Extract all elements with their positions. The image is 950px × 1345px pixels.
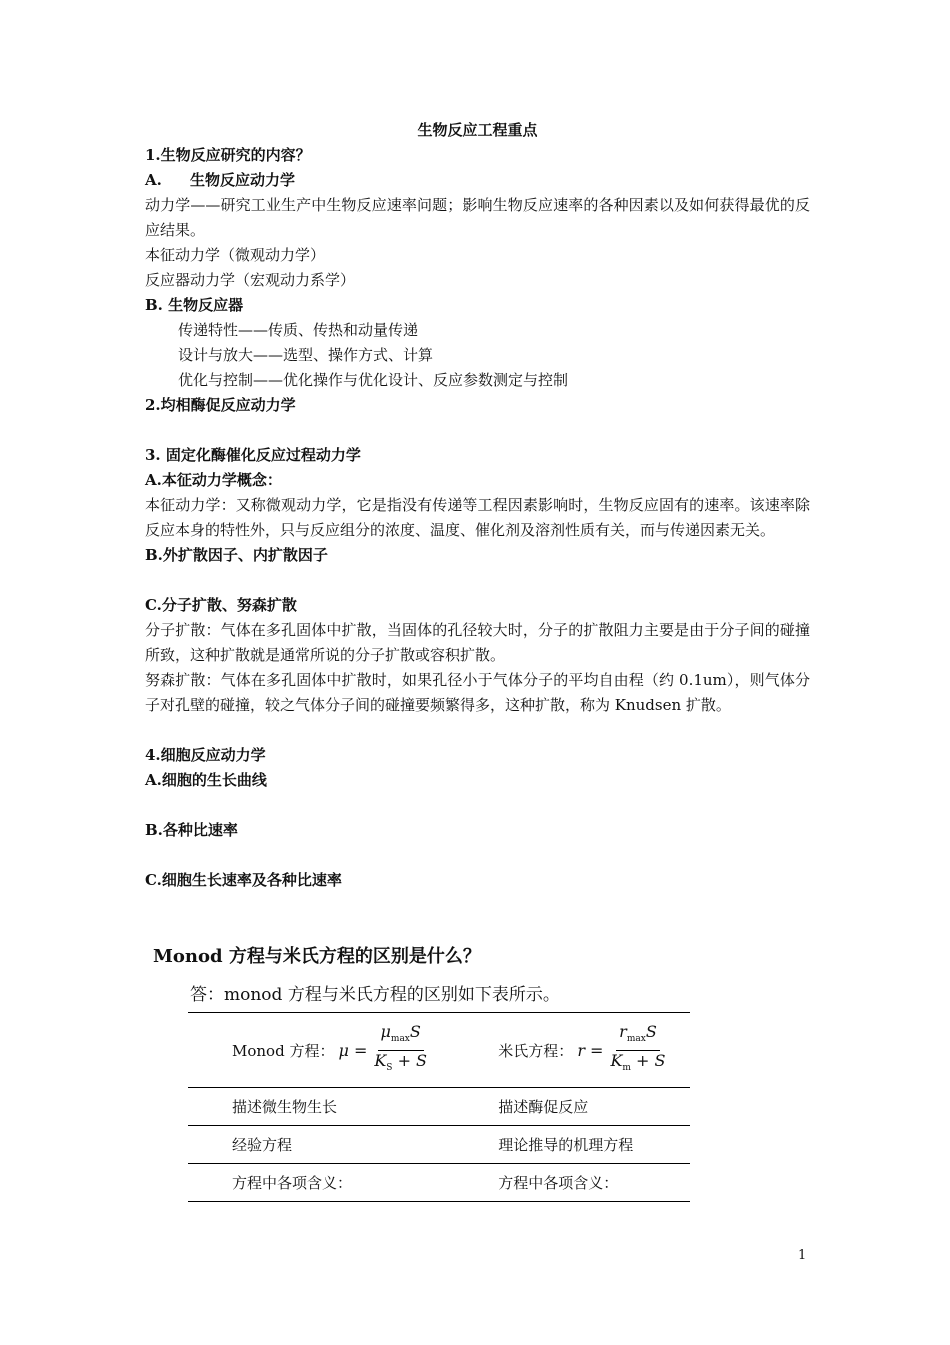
table-cell: 方程中各项含义： — [454, 1164, 690, 1202]
section-1b-item: 传递特性——传质、传热和动量传递 — [178, 321, 419, 339]
mm-equation-cell — [454, 1013, 690, 1088]
document-body — [145, 118, 810, 893]
answer-text: 答：monod 方程与米氏方程的区别如下表所示。 — [190, 985, 560, 1005]
table-cell: 经验方程 — [188, 1126, 454, 1164]
section-3a-heading: A.本征动力学概念： — [145, 471, 282, 489]
section-4b-heading: B.各种比速率 — [145, 821, 238, 839]
mm-fraction — [607, 1022, 668, 1077]
spacer — [145, 793, 810, 818]
section-3c-paragraph-2: 努森扩散：气体在多孔固体中扩散时，如果孔径小于气体分子的平均自由程（约 0.1um），则气体分子对孔壁的碰撞，较之气体分子间的碰撞要频繁得多，这种扩散，称为 Knudsen 扩散。 — [145, 671, 810, 714]
section-1a-label: A. — [145, 171, 162, 189]
table-cell: 描述微生物生长 — [188, 1088, 454, 1126]
section-1b-item: 设计与放大——选型、操作方式、计算 — [178, 346, 434, 364]
mm-den-tail: + S — [636, 1050, 666, 1070]
monod-equation-cell — [188, 1013, 454, 1088]
question-heading: Monod 方程与米氏方程的区别是什么？ — [153, 946, 481, 967]
section-1b-heading: B. 生物反应器 — [145, 296, 244, 314]
mm-lhs: r = — [577, 1040, 604, 1060]
table-cell: 方程中各项含义： — [188, 1164, 454, 1202]
mm-num-var: S — [645, 1022, 657, 1042]
monod-label: Monod 方程： — [232, 1041, 335, 1060]
mm-den-sub: m — [622, 1062, 631, 1073]
section-3a-paragraph: 本征动力学：又称微观动力学，它是指没有传递等工程因素影响时，生物反应固有的速率。该速率除反应本身的特性外，只与反应组分的浓度、温度、催化剂及溶剂性质有关，而与传递因素无关。 — [145, 496, 810, 539]
mm-label: 米氏方程： — [498, 1041, 574, 1060]
section-1b-item: 优化与控制——优化操作与优化设计、反应参数测定与控制 — [178, 371, 569, 389]
section-3c-paragraph-1: 分子扩散：气体在多孔固体中扩散，当固体的孔径较大时，分子的扩散阻力主要是由于分子间的碰撞所致，这种扩散就是通常所说的分子扩散或容积扩散。 — [145, 621, 810, 664]
monod-den-tail: + S — [397, 1050, 428, 1070]
mm-num-symbol: r — [619, 1022, 627, 1042]
monod-fraction — [371, 1022, 430, 1077]
section-4-heading: 4.细胞反应动力学 — [145, 746, 266, 764]
spacer — [145, 568, 810, 593]
section-4c-heading: C.细胞生长速率及各种比速率 — [145, 871, 342, 889]
section-1a-paragraph: 动力学——研究工业生产中生物反应速率问题；影响生物反应速率的各种因素以及如何获得最优的反应结果。 — [145, 196, 810, 239]
monod-num-sub: max — [390, 1034, 410, 1045]
spacer — [145, 418, 810, 443]
section-3-heading: 3. 固定化酶催化反应过程动力学 — [145, 446, 361, 464]
table-row — [188, 1164, 690, 1202]
table-cell: 理论推导的机理方程 — [454, 1126, 690, 1164]
section-1-heading: 1.生物反应研究的内容？ — [145, 146, 311, 164]
section-1a-line-2: 本征动力学（微观动力学） — [145, 246, 326, 264]
spacer — [145, 843, 810, 868]
section-4a-heading: A.细胞的生长曲线 — [145, 771, 267, 789]
mm-den-symbol: K — [610, 1050, 623, 1070]
table-cell: 描述酶促反应 — [454, 1088, 690, 1126]
equation-row — [188, 1013, 690, 1088]
page-number: 1 — [798, 1248, 807, 1263]
section-1a-title: 生物反应动力学 — [190, 171, 296, 189]
monod-den-symbol: K — [374, 1050, 387, 1070]
table-row — [188, 1088, 690, 1126]
section-3b-heading: B.外扩散因子、内扩散因子 — [145, 546, 328, 564]
document-title: 生物反应工程重点 — [417, 121, 538, 139]
section-1a-heading — [145, 168, 810, 193]
monod-lhs: μ = — [338, 1040, 368, 1060]
section-3c-heading: C.分子扩散、努森扩散 — [145, 596, 297, 614]
table-row — [188, 1126, 690, 1164]
monod-num-var: S — [409, 1022, 421, 1042]
spacer — [145, 718, 810, 743]
monod-den-sub: S — [386, 1062, 393, 1073]
comparison-table — [188, 1012, 690, 1202]
mm-num-sub: max — [626, 1034, 646, 1045]
section-2-heading: 2.均相酶促反应动力学 — [145, 396, 296, 414]
monod-num-symbol: μ — [380, 1022, 391, 1042]
section-1a-line-3: 反应器动力学（宏观动力系学） — [145, 271, 356, 289]
